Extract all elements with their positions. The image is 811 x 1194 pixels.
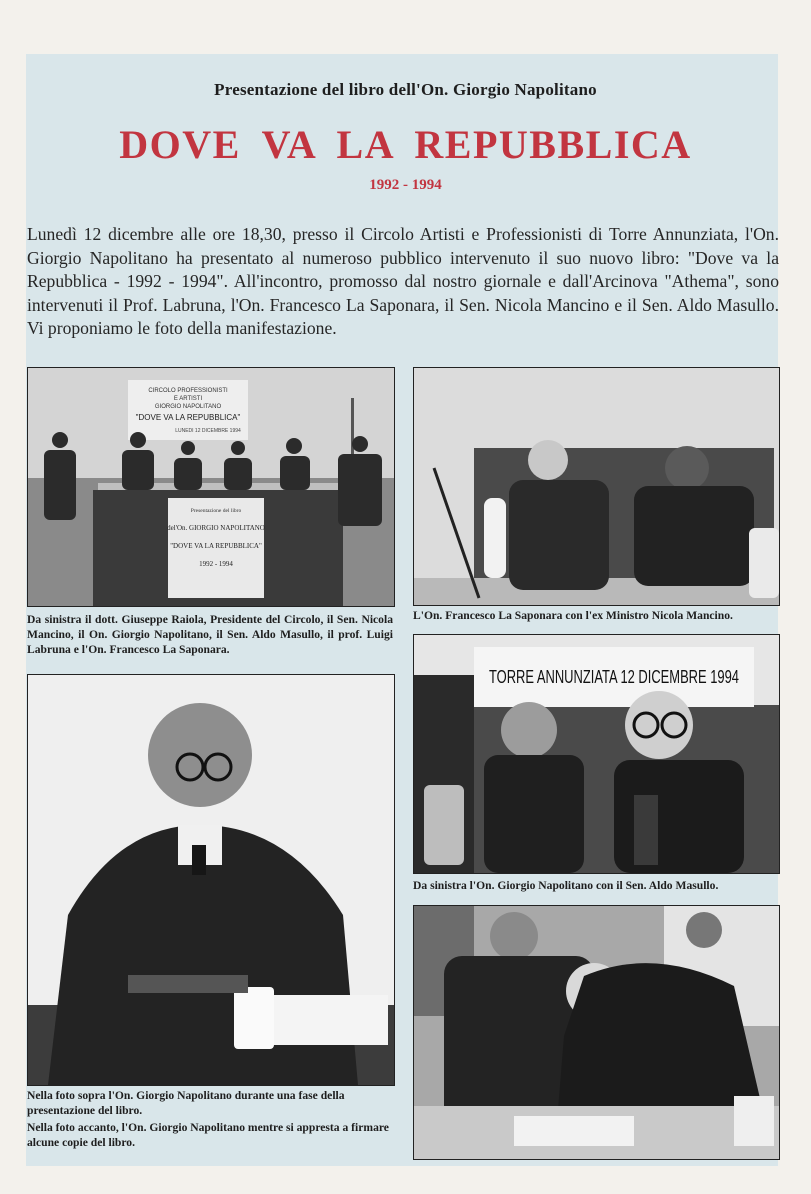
photo-napolitano-signing — [413, 905, 780, 1160]
caption-napolitano-2: Nella foto accanto, l'On. Giorgio Napolitano mentre si appresta a firmare alcune copie del libro. — [27, 1121, 389, 1149]
photo-panel-speakers — [27, 367, 395, 607]
photo-napolitano-reading — [27, 674, 395, 1086]
page-years: 1992 - 1994 — [369, 177, 442, 193]
caption-napolitano-1: Nella foto sopra l'On. Giorgio Napolitano durante una fase della presentazione del libro. — [27, 1089, 345, 1117]
page-kicker: Presentazione del libro dell'On. Giorgio Napolitano — [214, 80, 597, 99]
napolitano-signing-image — [414, 906, 779, 1159]
saponara-mancino-image — [414, 368, 779, 605]
banner-torre-annunziata: TORRE ANNUNZIATA 12 DICEMBRE 1994 — [489, 667, 739, 687]
panel-speakers-image — [28, 368, 394, 606]
photo-saponara-mancino — [413, 367, 780, 606]
caption-panel: Da sinistra il dott. Giuseppe Raiola, Presidente del Circolo, il Sen. Nicola Mancino, il On. Giorgio Napolitano, il Sen. Aldo Masullo, il prof. Luigi Labruna e l'On. Francesco La Saponara. — [27, 613, 393, 656]
banner-line-5: LUNEDI 12 DICEMBRE 1994 — [175, 428, 241, 434]
caption-masullo: Da sinistra l'On. Giorgio Napolitano con il Sen. Aldo Masullo. — [413, 879, 719, 892]
banner-line-3: GIORGIO NAPOLITANO — [154, 404, 222, 410]
sign-line-3: "DOVE VA LA REPUBBLICA" — [170, 542, 262, 550]
photo-napolitano-masullo — [413, 634, 780, 874]
banner-line-2: E ARTISTI — [173, 396, 203, 402]
sign-line-4: 1992 - 1994 — [199, 560, 233, 568]
napolitano-masullo-image — [414, 635, 779, 873]
napolitano-reading-image — [28, 675, 394, 1085]
intro-paragraph: Lunedì 12 dicembre alle ore 18,30, presso il Circolo Artisti e Professionisti di Torre Annunziata, l'On. Giorgio Napolitano ha presentato al numeroso pubblico intervenuto il suo nuovo libro: "Dove va la Repubblica - 1992 - 1994". All'incontro, promosso dal nostro giornale e dall'Arcinova "Athema", sono intervenuti il Prof. Labruna, l'On. Francesco La Saponara, il Sen. Nicola Mancino e il Sen. Aldo Masullo. Vi proponiamo le foto della manifestazione. — [27, 224, 779, 338]
page-title: DOVE VA LA REPUBBLICA — [119, 122, 692, 167]
banner-line-4: "DOVE VA LA REPUBBLICA" — [135, 413, 241, 422]
sign-line-2: del'On. GIORGIO NAPOLITANO — [167, 524, 265, 532]
sign-line-1: Presentazione del libro — [190, 508, 242, 514]
banner-line-1: CIRCOLO PROFESSIONISTI — [148, 388, 228, 394]
caption-saponara: L'On. Francesco La Saponara con l'ex Ministro Nicola Mancino. — [413, 609, 733, 622]
